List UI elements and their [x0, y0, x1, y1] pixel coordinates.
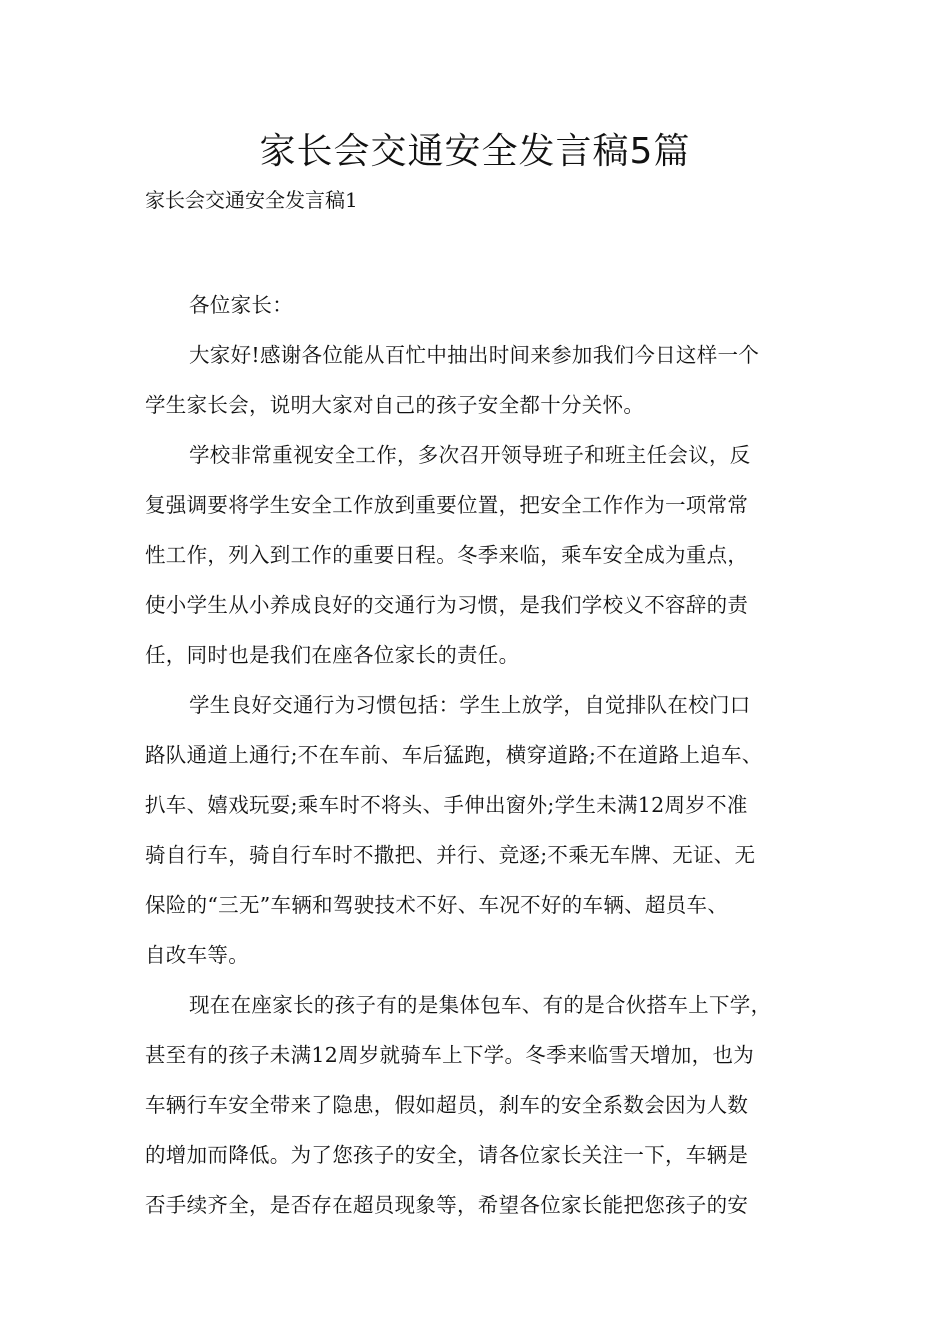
text-line: 学校非常重视安全工作，多次召开领导班子和班主任会议，反 [189, 443, 751, 467]
text-line: 性工作，列入到工作的重要日程。冬季来临，乘车安全成为重点， [145, 543, 749, 567]
text-line: 大家好!感谢各位能从百忙中抽出时间来参加我们今日这样一个 [189, 343, 760, 367]
text-line: 自改车等。 [145, 943, 249, 967]
text-line: 保险的“三无”车辆和驾驶技术不好、车况不好的车辆、超员车、 [145, 893, 729, 917]
text-line: 路队通道上通行;不在车前、车后猛跑，横穿道路;不在道路上追车、 [145, 743, 763, 767]
text-line: 车辆行车安全带来了隐患，假如超员，刹车的安全系数会因为人数 [145, 1093, 749, 1117]
text-line: 骑自行车，骑自行车时不撒把、并行、竞逐;不乘无车牌、无证、无 [145, 843, 756, 867]
text-line: 的增加而降低。为了您孩子的安全，请各位家长关注一下，车辆是 [145, 1143, 749, 1167]
document-title: 家长会交通安全发言稿5篇 [259, 131, 691, 172]
document-subtitle: 家长会交通安全发言稿1 [145, 188, 358, 212]
text-line: 扒车、嬉戏玩耍;乘车时不将头、手伸出窗外;学生未满12周岁不准 [145, 793, 748, 817]
text-line: 任，同时也是我们在座各位家长的责任。 [145, 643, 520, 667]
document-body [145, 280, 805, 1230]
text-line: 各位家长： [189, 293, 293, 317]
text-line: 学生良好交通行为习惯包括：学生上放学，自觉排队在校门口 [189, 693, 751, 717]
text-line: 甚至有的孩子未满12周岁就骑车上下学。冬季来临雪天增加，也为 [145, 1043, 755, 1067]
text-line: 复强调要将学生安全工作放到重要位置，把安全工作作为一项常常 [145, 493, 749, 517]
text-line: 否手续齐全，是否存在超员现象等，希望各位家长能把您孩子的安 [145, 1193, 749, 1217]
text-line: 学生家长会，说明大家对自己的孩子安全都十分关怀。 [145, 393, 645, 417]
text-line: 现在在座家长的孩子有的是集体包车、有的是合伙搭车上下学， [189, 993, 772, 1017]
text-line: 使小学生从小养成良好的交通行为习惯，是我们学校义不容辞的责 [145, 593, 749, 617]
